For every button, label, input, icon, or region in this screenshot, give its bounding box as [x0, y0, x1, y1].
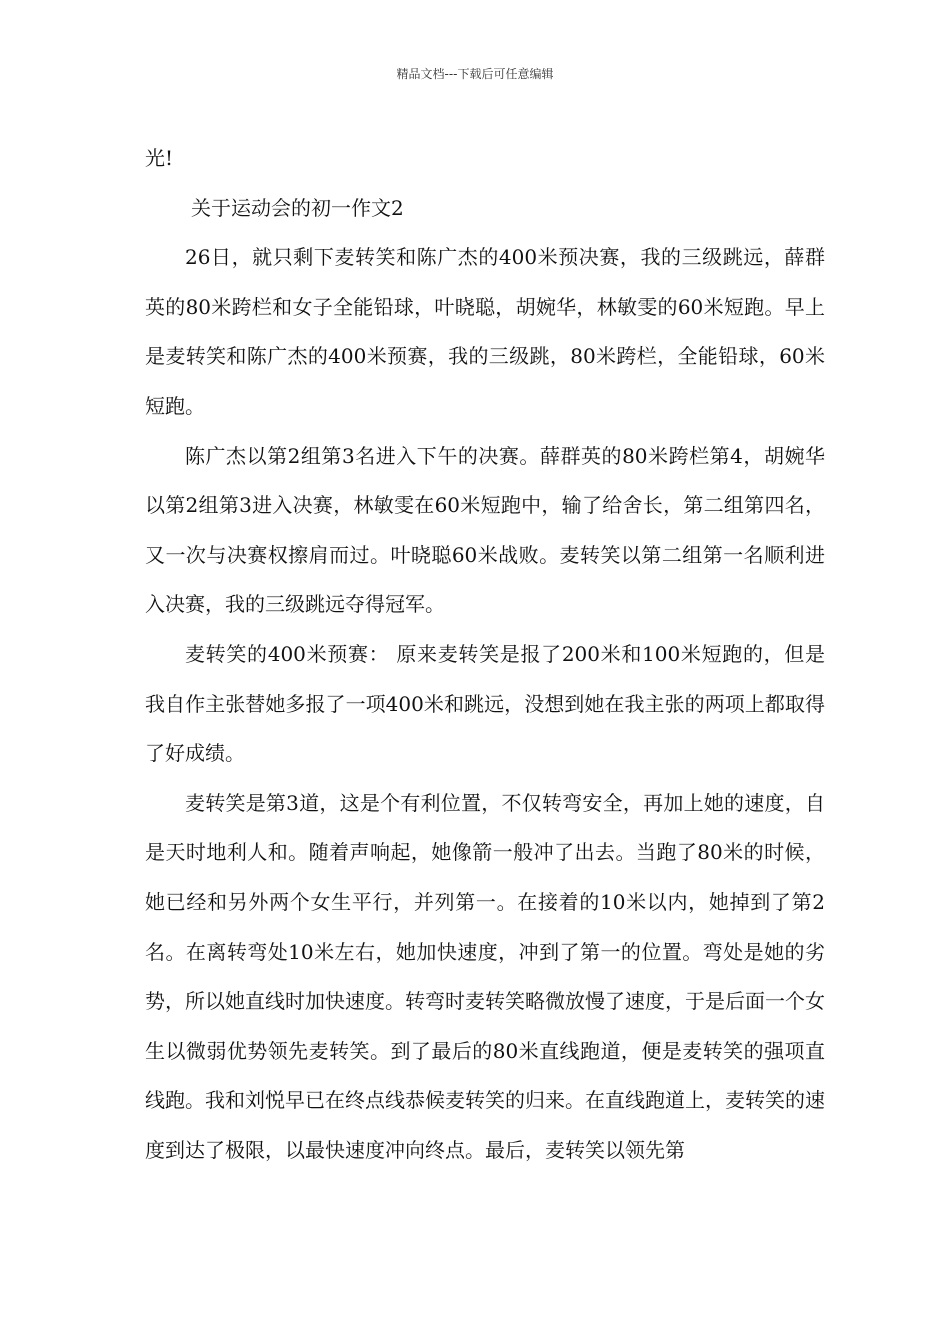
- page-header: 精品文档---下载后可任意编辑: [396, 67, 554, 81]
- document-body: [145, 134, 825, 1175]
- section-title: 关于运动会的初一作文2: [191, 195, 404, 220]
- paragraph: 麦转笑的400米预赛： 原来麦转笑是报了200米和100米短跑的，但是我自作主张替她多报了一项400米和跳远，没想到她在我主张的两项上都取得了好成绩。: [145, 641, 825, 766]
- paragraph: 陈广杰以第2组第3名进入下午的决赛。薛群英的80米跨栏第4，胡婉华以第2组第3进入决赛，林敏雯在60米短跑中，输了给舍长，第二组第四名，又一次与决赛权擦肩而过。叶晓聪60米战败。麦转笑以第二组第一名顺利进入决赛，我的三级跳远夺得冠军。: [145, 443, 825, 617]
- paragraph: 26日，就只剩下麦转笑和陈广杰的400米预决赛，我的三级跳远，薛群英的80米跨栏和女子全能铅球，叶晓聪，胡婉华，林敏雯的60米短跑。早上是麦转笑和陈广杰的400米预赛，我的三级跳，80米跨栏，全能铅球，60米短跑。: [145, 245, 825, 418]
- paragraph: 麦转笑是第3道，这是个有利位置，不仅转弯安全，再加上她的速度，自是天时地利人和。随着声响起，她像箭一般冲了出去。当跑了80米的时候，她已经和另外两个女生平行，并列第一。在接着的10米以内，她掉到了第2名。在离转弯处10米左右，她加快速度，冲到了第一的位置。弯处是她的劣势，所以她直线时加快速度。转弯时麦转笑略微放慢了速度，于是后面一个女生以微弱优势领先麦转笑。到了最后的80米直线跑道，便是麦转笑的强项直线跑。我和刘悦早已在终点线恭候麦转笑的归来。在直线跑道上，麦转笑的速度到达了极限，以最快速度冲向终点。最后，麦转笑以领先第: [145, 790, 825, 1162]
- paragraph-continuation: 光!: [145, 146, 174, 170]
